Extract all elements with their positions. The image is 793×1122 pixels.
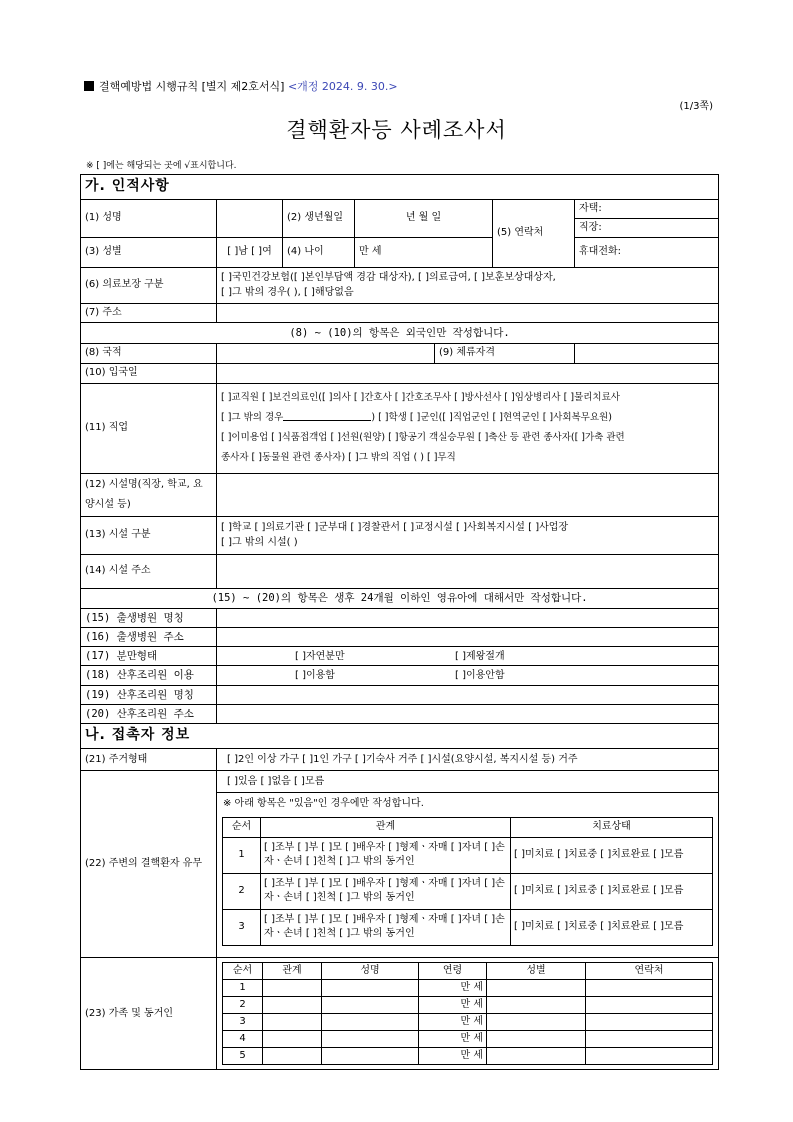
table-row xyxy=(223,1047,713,1064)
occupation-line1: [ ]교직원 [ ]보건의료인([ ]의사 [ ]간호사 [ ]간호조무사 [ ]방사선사 [ ]임상병리사 [ ]물리치료사 xyxy=(221,392,620,404)
family-header-no: 순서 xyxy=(223,962,263,979)
nearby-row-relation[interactable]: [ ]조부 [ ]부 [ ]모 [ ]배우자 [ ]형제ㆍ자매 [ ]자녀 [ ]손자ㆍ손녀 [ ]친척 [ ]그 밖의 동거인 xyxy=(261,873,511,909)
family-row-name[interactable] xyxy=(322,1013,419,1030)
birth-hospital-address-label: (16) 출생병원 주소 xyxy=(81,627,217,646)
insurance-options-line1: [ ]국민건강보험([ ]본인부담액 경감 대상자), [ ]의료급여, [ ]보훈보상대상자, xyxy=(221,271,556,283)
family-row-name[interactable] xyxy=(322,996,419,1013)
family-row-contact[interactable] xyxy=(586,996,713,1013)
facility-type-line1: [ ]학교 [ ]의료기관 [ ]군부대 [ ]경찰관서 [ ]교정시설 [ ]사회복지시설 [ ]사업장 xyxy=(221,521,569,533)
nearby-patient-options[interactable]: [ ]있음 [ ]없음 [ ]모름 xyxy=(217,771,718,793)
postnatal-center-address-field[interactable] xyxy=(217,705,719,724)
family-row-no: 5 xyxy=(223,1047,263,1064)
family-row-no: 3 xyxy=(223,1013,263,1030)
table-row xyxy=(223,996,713,1013)
family-row-contact[interactable] xyxy=(586,1030,713,1047)
contact-label: (5) 연락처 xyxy=(493,199,575,267)
birth-hospital-address-field[interactable] xyxy=(217,627,719,646)
birthdate-field[interactable]: 년 월 일 xyxy=(355,199,493,237)
family-cell xyxy=(217,957,719,1069)
insurance-label: (6) 의료보장 구분 xyxy=(81,267,217,303)
facility-type-options[interactable] xyxy=(217,516,719,554)
family-row-relation[interactable] xyxy=(263,996,322,1013)
family-row-contact[interactable] xyxy=(586,979,713,996)
facility-type-line2: [ ]그 밖의 시설( ) xyxy=(221,537,298,549)
age-field[interactable]: 만 세 xyxy=(355,237,493,267)
family-header-name: 성명 xyxy=(322,962,419,979)
address-field[interactable] xyxy=(217,303,719,322)
table-row xyxy=(223,837,713,873)
family-row-no: 4 xyxy=(223,1030,263,1047)
page-number: (1/3쪽) xyxy=(679,101,713,112)
nationality-field[interactable] xyxy=(217,343,435,363)
family-row-relation[interactable] xyxy=(263,1013,322,1030)
family-row-sex[interactable] xyxy=(487,996,586,1013)
entry-date-label: (10) 입국일 xyxy=(81,363,217,383)
family-row-age[interactable]: 만 세 xyxy=(419,996,487,1013)
family-header-contact: 연락처 xyxy=(586,962,713,979)
facility-name-field[interactable] xyxy=(217,473,719,516)
family-row-no: 1 xyxy=(223,979,263,996)
visa-status-field[interactable] xyxy=(575,343,719,363)
family-row-name[interactable] xyxy=(322,1047,419,1064)
family-row-age[interactable]: 만 세 xyxy=(419,979,487,996)
nearby-row-status[interactable]: [ ]미치료 [ ]치료중 [ ]치료완료 [ ]모름 xyxy=(511,909,713,945)
visa-status-label: (9) 체류자격 xyxy=(435,343,575,363)
delivery-type-options[interactable] xyxy=(217,647,719,666)
family-row-sex[interactable] xyxy=(487,1030,586,1047)
section-contact-info-title: 나. 접촉자 정보 xyxy=(81,724,719,749)
postnatal-care-options[interactable] xyxy=(217,666,719,685)
family-row-sex[interactable] xyxy=(487,1047,586,1064)
nearby-row-status[interactable]: [ ]미치료 [ ]치료중 [ ]치료완료 [ ]모름 xyxy=(511,873,713,909)
family-row-relation[interactable] xyxy=(263,1047,322,1064)
sex-field[interactable]: [ ]남 [ ]여 xyxy=(217,237,283,267)
nearby-row-relation[interactable]: [ ]조부 [ ]부 [ ]모 [ ]배우자 [ ]형제ㆍ자매 [ ]자녀 [ ]손자ㆍ손녀 [ ]친척 [ ]그 밖의 동거인 xyxy=(261,909,511,945)
birth-hospital-label: (15) 출생병원 명칭 xyxy=(81,608,217,627)
nearby-row-no: 3 xyxy=(223,909,261,945)
nearby-row-no: 1 xyxy=(223,837,261,873)
postnatal-care-label: (18) 산후조리원 이용 xyxy=(81,666,217,685)
housing-type-label: (21) 주거형태 xyxy=(81,748,217,770)
table-row xyxy=(223,979,713,996)
nearby-patient-note: ※ 아래 항목은 "있음"인 경우에만 작성합니다. xyxy=(223,797,424,809)
postnatal-center-name-field[interactable] xyxy=(217,685,719,704)
occupation-other-blank[interactable] xyxy=(283,411,371,421)
family-row-no: 2 xyxy=(223,996,263,1013)
table-row xyxy=(223,1013,713,1030)
insurance-options[interactable] xyxy=(217,267,719,303)
entry-date-field[interactable] xyxy=(217,363,719,383)
family-header-sex: 성별 xyxy=(487,962,586,979)
age-label: (4) 나이 xyxy=(283,237,355,267)
foreigner-notice: (8) ~ (10)의 항목은 외국인만 작성합니다. xyxy=(81,322,719,343)
table-row xyxy=(223,873,713,909)
instruction-note: ※ [ ]에는 해당되는 곳에 √표시합니다. xyxy=(86,161,237,171)
nearby-patient-table xyxy=(222,817,713,946)
occupation-line4: 종사자 [ ]동물원 관련 종사자) [ ]그 밖의 직업 ( ) [ ]무직 xyxy=(221,452,456,464)
case-survey-table xyxy=(80,174,719,1070)
form-header xyxy=(84,78,398,94)
postnatal-center-address-label: (20) 산후조리원 주소 xyxy=(81,705,217,724)
postnatal-used-option[interactable]: [ ]이용함 xyxy=(295,669,335,681)
square-bullet-icon xyxy=(84,81,94,91)
delivery-natural-option[interactable]: [ ]자연분만 xyxy=(295,650,345,662)
family-row-age[interactable]: 만 세 xyxy=(419,1030,487,1047)
family-label: (23) 가족 및 동거인 xyxy=(81,957,217,1069)
family-row-age[interactable]: 만 세 xyxy=(419,1047,487,1064)
infant-notice: (15) ~ (20)의 항목은 생후 24개월 이하인 영유아에 대해서만 작성합니다. xyxy=(81,588,719,608)
name-label: (1) 성명 xyxy=(81,199,217,237)
family-row-name[interactable] xyxy=(322,1030,419,1047)
birth-hospital-field[interactable] xyxy=(217,608,719,627)
section-personal-info-title: 가. 인적사항 xyxy=(81,175,719,200)
table-row xyxy=(223,909,713,945)
occupation-line2-rest: ) [ ]학생 [ ]군인([ ]직업군인 [ ]현역군인 [ ]사회복무요원) xyxy=(371,412,612,424)
family-row-age[interactable]: 만 세 xyxy=(419,1013,487,1030)
family-table xyxy=(222,962,713,1065)
family-row-contact[interactable] xyxy=(586,1047,713,1064)
nearby-row-status[interactable]: [ ]미치료 [ ]치료중 [ ]치료완료 [ ]모름 xyxy=(511,837,713,873)
family-row-name[interactable] xyxy=(322,979,419,996)
occupation-line2 xyxy=(221,408,714,428)
facility-address-label: (14) 시설 주소 xyxy=(81,554,217,588)
delivery-cesarean-option[interactable]: [ ]제왕절개 xyxy=(455,650,505,662)
form-title: 결핵환자등 사례조사서 xyxy=(286,118,507,142)
facility-type-label: (13) 시설 구분 xyxy=(81,516,217,554)
revision-date: <개정 2024. 9. 30.> xyxy=(287,80,398,93)
mobile-phone-field[interactable]: 휴대전화: xyxy=(575,237,719,267)
housing-type-options[interactable]: [ ]2인 이상 가구 [ ]1인 가구 [ ]기숙사 거주 [ ]시설(요양시설, 복지시설 등) 거주 xyxy=(217,748,719,770)
family-header-age: 연령 xyxy=(419,962,487,979)
sex-label: (3) 성별 xyxy=(81,237,217,267)
family-row-relation[interactable] xyxy=(263,1030,322,1047)
nationality-label: (8) 국적 xyxy=(81,343,217,363)
family-row-contact[interactable] xyxy=(586,1013,713,1030)
nearby-header-no: 순서 xyxy=(223,817,261,837)
home-phone-field[interactable]: 자택: xyxy=(575,199,719,218)
delivery-type-label: (17) 분만형태 xyxy=(81,647,217,666)
law-reference: 결핵예방법 시행규칙 [별지 제2호서식] xyxy=(99,80,285,93)
family-row-sex[interactable] xyxy=(487,979,586,996)
nearby-header-relation: 관계 xyxy=(261,817,511,837)
nearby-row-relation[interactable]: [ ]조부 [ ]부 [ ]모 [ ]배우자 [ ]형제ㆍ자매 [ ]자녀 [ ]손자ㆍ손녀 [ ]친척 [ ]그 밖의 동거인 xyxy=(261,837,511,873)
nearby-patient-label: (22) 주변의 결핵환자 유무 xyxy=(81,770,217,957)
table-row xyxy=(223,1030,713,1047)
nearby-row-no: 2 xyxy=(223,873,261,909)
postnatal-not-used-option[interactable]: [ ]이용안함 xyxy=(455,669,505,681)
family-row-sex[interactable] xyxy=(487,1013,586,1030)
occupation-other-label: [ ]그 밖의 경우 xyxy=(221,412,284,424)
insurance-options-line2: [ ]그 밖의 경우( ), [ ]해당없음 xyxy=(221,287,354,299)
facility-address-field[interactable] xyxy=(217,554,719,588)
nearby-patient-cell xyxy=(217,770,719,957)
family-row-relation[interactable] xyxy=(263,979,322,996)
birthdate-label: (2) 생년월일 xyxy=(283,199,355,237)
nearby-header-status: 치료상태 xyxy=(511,817,713,837)
occupation-options[interactable] xyxy=(217,383,719,473)
facility-name-label: (12) 시설명(직장, 학교, 요양시설 등) xyxy=(81,473,217,516)
family-header-relation: 관계 xyxy=(263,962,322,979)
occupation-label: (11) 직업 xyxy=(81,383,217,473)
address-label: (7) 주소 xyxy=(81,303,217,322)
name-field[interactable] xyxy=(217,199,283,237)
occupation-line3: [ ]이미용업 [ ]식품접객업 [ ]선원(원양) [ ]항공기 객실승무원 [ ]축산 등 관련 종사자([ ]가축 관련 xyxy=(221,432,625,444)
postnatal-center-name-label: (19) 산후조리원 명칭 xyxy=(81,685,217,704)
work-phone-field[interactable]: 직장: xyxy=(575,218,719,237)
